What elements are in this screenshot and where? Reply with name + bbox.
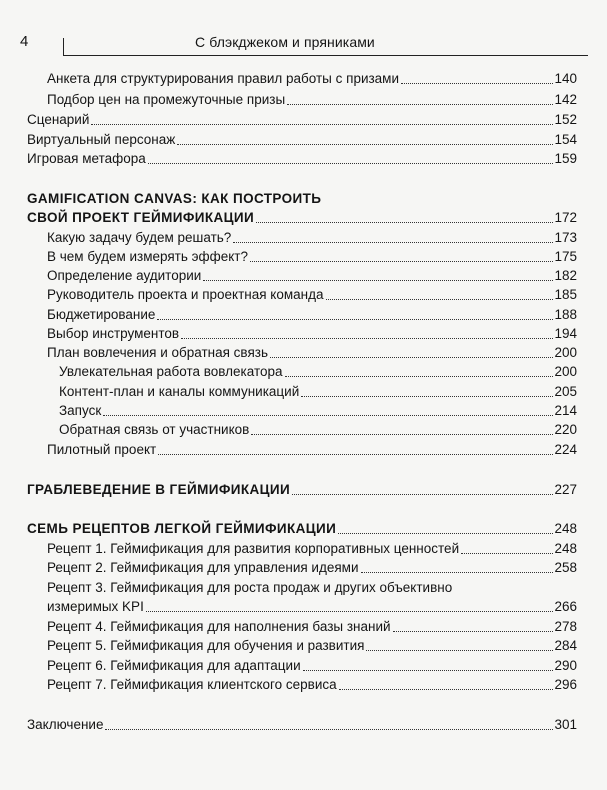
toc-entry-page: 188 bbox=[554, 307, 577, 322]
toc-subentry[interactable] bbox=[59, 402, 577, 420]
toc-entry-page: 258 bbox=[554, 560, 577, 575]
toc-entry-title: Сценарий bbox=[27, 112, 90, 127]
section-heading-title: ГРАБЛЕВЕДЕНИЕ В ГЕЙМИФИКАЦИИ bbox=[27, 482, 291, 497]
dot-leader bbox=[203, 280, 553, 281]
toc-entry-page: 140 bbox=[554, 71, 577, 86]
dot-leader bbox=[91, 124, 553, 125]
toc-entry[interactable] bbox=[47, 637, 577, 655]
toc-entry[interactable] bbox=[47, 618, 577, 636]
dot-leader bbox=[301, 396, 553, 397]
toc-entry-title: Руководитель проекта и проектная команда bbox=[47, 287, 324, 302]
toc-entry[interactable] bbox=[27, 131, 577, 149]
toc-entry-page: 278 bbox=[554, 619, 577, 634]
toc-entry-page: 301 bbox=[554, 717, 577, 732]
toc-entry-title: Рецепт 1. Геймификация для развития корпоративных ценностей bbox=[47, 541, 460, 556]
section-heading-title: СЕМЬ РЕЦЕПТОВ ЛЕГКОЙ ГЕЙМИФИКАЦИИ bbox=[27, 521, 337, 536]
dot-leader bbox=[326, 299, 554, 300]
toc-entry[interactable] bbox=[47, 540, 577, 558]
toc-entry-title: Бюджетирование bbox=[47, 307, 156, 322]
toc-entry-page: 266 bbox=[554, 599, 577, 614]
section-heading-page: 227 bbox=[554, 482, 577, 497]
toc-entry-title: В чем будем измерять эффект? bbox=[47, 249, 248, 264]
toc-entry-title: Подбор цен на промежуточные призы bbox=[47, 92, 286, 107]
page-number: 4 bbox=[20, 33, 29, 50]
section-heading-page: 248 bbox=[554, 521, 577, 536]
dot-leader bbox=[393, 631, 554, 632]
section-heading[interactable] bbox=[27, 481, 577, 499]
toc-entry-page: 200 bbox=[554, 345, 577, 360]
dot-leader bbox=[461, 553, 553, 554]
toc-entry[interactable] bbox=[47, 325, 577, 343]
toc-entry[interactable] bbox=[47, 441, 577, 459]
toc-entry[interactable] bbox=[47, 559, 577, 577]
dot-leader bbox=[401, 83, 553, 84]
toc-entry-title: Рецепт 4. Геймификация для наполнения базы знаний bbox=[47, 619, 391, 634]
toc-entry-page: 152 bbox=[554, 112, 577, 127]
toc-entry-page: 200 bbox=[554, 364, 577, 379]
dot-leader bbox=[250, 261, 553, 262]
toc-entry-page: 296 bbox=[554, 677, 577, 692]
dot-leader bbox=[287, 104, 553, 105]
toc-entry-title: Увлекательная работа вовлекатора bbox=[59, 364, 283, 379]
dot-leader bbox=[338, 533, 553, 534]
toc-subentry[interactable] bbox=[59, 363, 577, 381]
dot-leader bbox=[251, 434, 553, 435]
toc-entry-title: Рецепт 5. Геймификация для обучения и развития bbox=[47, 638, 365, 653]
dot-leader bbox=[366, 650, 553, 651]
toc-entry-title: Рецепт 6. Геймификация для адаптации bbox=[47, 658, 301, 673]
section-heading-line1: GAMIFICATION CANVAS: КАК ПОСТРОИТЬ bbox=[27, 191, 322, 206]
toc-entry[interactable] bbox=[47, 248, 577, 266]
toc-entry-page: 248 bbox=[554, 541, 577, 556]
dot-leader bbox=[158, 454, 553, 455]
section-heading-page: 172 bbox=[554, 210, 577, 225]
toc-entry[interactable] bbox=[47, 229, 577, 247]
toc-entry[interactable] bbox=[47, 91, 577, 109]
toc-entry-title: Игровая метафора bbox=[27, 151, 146, 166]
toc-entry[interactable] bbox=[47, 598, 577, 616]
toc-subentry[interactable] bbox=[59, 421, 577, 439]
dot-leader bbox=[339, 689, 554, 690]
dot-leader bbox=[146, 611, 554, 612]
dot-leader bbox=[157, 319, 553, 320]
toc-entry-page: 194 bbox=[554, 326, 577, 341]
toc-entry-page: 182 bbox=[554, 268, 577, 283]
toc-entry-title: Какую задачу будем решать? bbox=[47, 230, 232, 245]
toc-entry-page: 142 bbox=[554, 92, 577, 107]
toc-entry-title: Обратная связь от участников bbox=[59, 422, 250, 437]
dot-leader bbox=[256, 222, 553, 223]
running-title: С блэкджеком и пряниками bbox=[195, 34, 375, 50]
toc-entry-title: Виртуальный персонаж bbox=[27, 132, 176, 147]
toc-entry-title: измеримых KPI bbox=[47, 599, 144, 614]
toc-entry[interactable] bbox=[47, 676, 577, 694]
toc-entry-page: 284 bbox=[554, 638, 577, 653]
dot-leader bbox=[148, 163, 554, 164]
toc-entry-page: 224 bbox=[554, 442, 577, 457]
toc-entry[interactable] bbox=[47, 286, 577, 304]
toc-subentry[interactable] bbox=[59, 383, 577, 401]
toc-entry[interactable] bbox=[47, 657, 577, 675]
section-heading[interactable] bbox=[27, 209, 577, 227]
toc-entry-title: Запуск bbox=[59, 403, 102, 418]
toc-entry[interactable] bbox=[27, 111, 577, 129]
toc-entry[interactable] bbox=[47, 344, 577, 362]
section-heading[interactable] bbox=[27, 520, 577, 538]
toc-entry-title: Анкета для структурирования правил работы с призами bbox=[47, 71, 400, 86]
toc-entry[interactable] bbox=[27, 716, 577, 734]
toc-entry-title: План вовлечения и обратная связь bbox=[47, 345, 268, 360]
toc-entry-page: 173 bbox=[554, 230, 577, 245]
toc-entry-page: 290 bbox=[554, 658, 577, 673]
section-heading-title: СВОЙ ПРОЕКТ ГЕЙМИФИКАЦИИ bbox=[27, 210, 255, 225]
toc-entry-page: 214 bbox=[554, 403, 577, 418]
toc-entry[interactable] bbox=[47, 306, 577, 324]
dot-leader bbox=[270, 357, 553, 358]
toc-entry-page: 185 bbox=[554, 287, 577, 302]
toc-entry-page: 175 bbox=[554, 249, 577, 264]
toc-entry-title: Определение аудитории bbox=[47, 268, 202, 283]
toc-entry-title: Контент-план и каналы коммуникаций bbox=[59, 384, 300, 399]
toc-entry-title: Пилотный проект bbox=[47, 442, 157, 457]
toc-entry[interactable] bbox=[47, 267, 577, 285]
dot-leader bbox=[105, 729, 553, 730]
toc-entry[interactable] bbox=[27, 150, 577, 168]
dot-leader bbox=[285, 376, 554, 377]
dot-leader bbox=[181, 338, 553, 339]
dot-leader bbox=[103, 415, 553, 416]
toc-entry-page: 205 bbox=[554, 384, 577, 399]
toc-entry-line1[interactable]: Рецепт 3. Геймификация для роста продаж и других объективно bbox=[47, 580, 453, 595]
dot-leader bbox=[303, 670, 554, 671]
toc-entry-title: Рецепт 7. Геймификация клиентского сервиса bbox=[47, 677, 337, 692]
toc-entry-page: 220 bbox=[554, 422, 577, 437]
dot-leader bbox=[177, 144, 553, 145]
toc-entry-title: Рецепт 2. Геймификация для управления идеями bbox=[47, 560, 359, 575]
dot-leader bbox=[361, 572, 554, 573]
toc-entry-title: Выбор инструментов bbox=[47, 326, 180, 341]
toc-entry-title: Заключение bbox=[27, 717, 104, 732]
toc-entry[interactable] bbox=[47, 70, 577, 88]
toc-entry-page: 159 bbox=[554, 151, 577, 166]
dot-leader bbox=[233, 242, 553, 243]
dot-leader bbox=[292, 494, 553, 495]
toc-entry-page: 154 bbox=[554, 132, 577, 147]
